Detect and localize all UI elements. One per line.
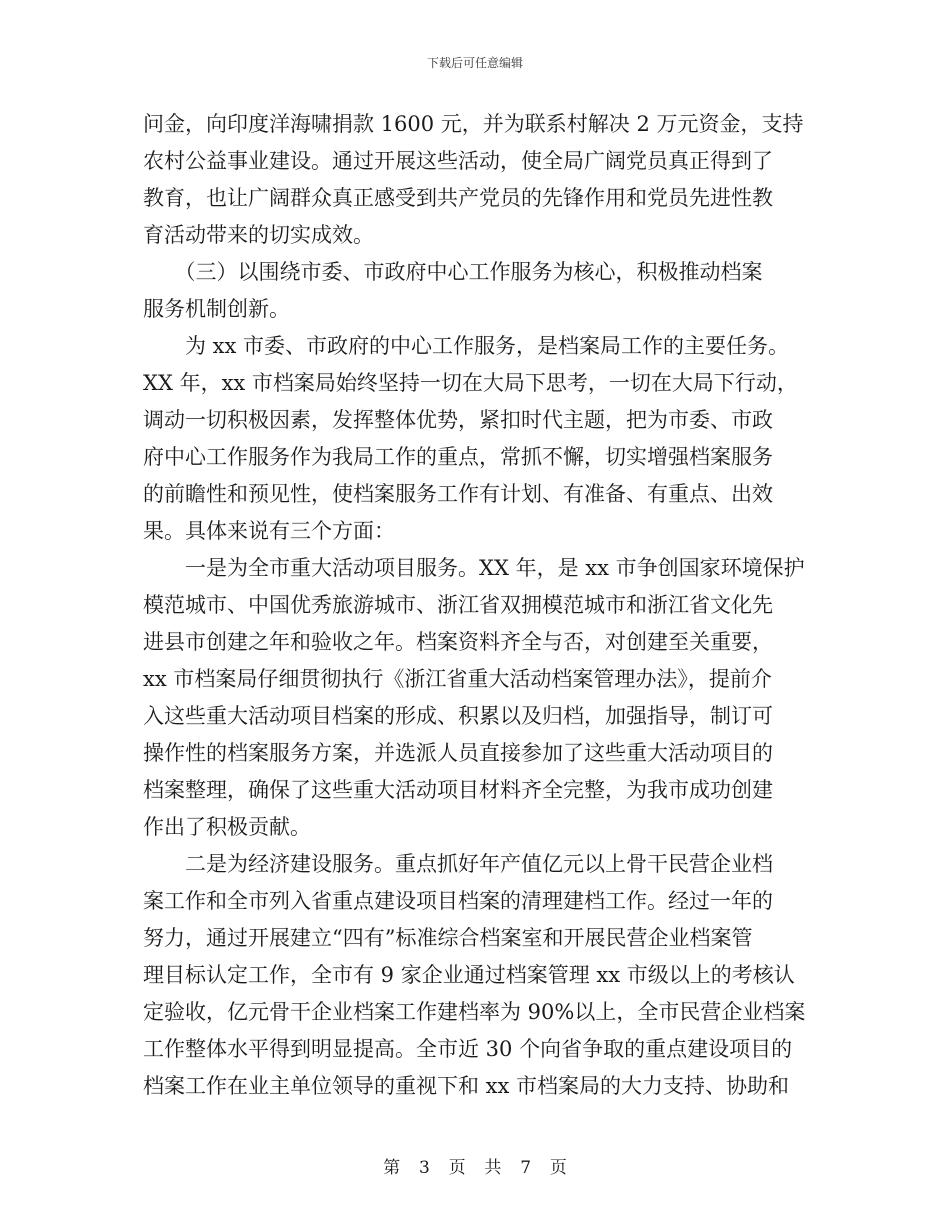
total-page-number: 7 [520, 1158, 532, 1178]
page-header-note: 下载后可任意编辑 [426, 56, 523, 70]
section-heading-line: （三）以围绕市委、市政府中心工作服务为核心，积极推动档案 [143, 260, 763, 284]
footer-suffix: 页 [549, 1158, 567, 1178]
text-line: 的前瞻性和预见性，使档案服务工作有计划、有准备、有重点、出效 [143, 482, 773, 506]
text-line: 案工作和全市列入省重点建设项目档案的清理建档工作。经过一年的 [143, 889, 773, 913]
text-line: 操作性的档案服务方案，并选派人员直接参加了这些重大活动项目的 [143, 741, 773, 765]
text-line: 定验收，亿元骨干企业档案工作建档率为 90%以上，全市民营企业档案 [143, 1000, 806, 1024]
text-line: 教育，也让广阔群众真正感受到共产党员的先锋作用和党员先进性教 [143, 186, 773, 210]
text-line: 一是为全市重大活动项目服务。XX 年，是 xx 市争创国家环境保护 [143, 556, 805, 580]
text-line: 进县市创建之年和验收之年。档案资料齐全与否，对创建至关重要， [143, 630, 773, 654]
text-line: 作出了积极贡献。 [143, 815, 311, 839]
text-line: 理目标认定工作，全市有 9 家企业通过档案管理 xx 市级以上的考核认 [143, 963, 795, 987]
text-line: 问金，向印度洋海啸捐款 1600 元，并为联系村解决 2 万元资金，支持 [143, 112, 804, 136]
text-line: 努力，通过开展建立“四有”标准综合档案室和开展民营企业档案管 [143, 926, 753, 950]
text-line: xx 市档案局仔细贯彻执行《浙江省重大活动档案管理办法》，提前介 [143, 667, 772, 691]
body-text [143, 106, 813, 1105]
text-line: 模范城市、中国优秀旅游城市、浙江省双拥模范城市和浙江省文化先 [143, 593, 773, 617]
text-line: XX 年，xx 市档案局始终坚持一切在大局下思考，一切在大局下行动， [143, 371, 798, 395]
text-line: 为 xx 市委、市政府的中心工作服务，是档案局工作的主要任务。 [143, 334, 790, 358]
footer-prefix: 第 [383, 1158, 401, 1178]
text-line: 果。具体来说有三个方面： [143, 519, 395, 543]
section-heading-line: 服务机制创新。 [143, 297, 290, 321]
text-line: 档案整理，确保了这些重大活动项目材料齐全完整，为我市成功创建 [143, 778, 773, 802]
text-line: 二是为经济建设服务。重点抓好年产值亿元以上骨干民营企业档 [143, 852, 773, 876]
footer-page-word: 页 [448, 1158, 466, 1178]
current-page-number: 3 [418, 1158, 430, 1178]
footer-total-word: 共 [484, 1158, 502, 1178]
text-line: 农村公益事业建设。通过开展这些活动，使全局广阔党员真正得到了 [143, 149, 773, 173]
page-footer [0, 1153, 950, 1178]
text-line: 调动一切积极因素，发挥整体优势，紧扣时代主题，把为市委、市政 [143, 408, 773, 432]
text-line: 工作整体水平得到明显提高。全市近 30 个向省争取的重点建设项目的 [143, 1037, 793, 1061]
text-line: 档案工作在业主单位领导的重视下和 xx 市档案局的大力支持、协助和 [143, 1074, 790, 1098]
text-line: 育活动带来的切实成效。 [143, 223, 374, 247]
text-line: 入这些重大活动项目档案的形成、积累以及归档，加强指导，制订可 [143, 704, 773, 728]
text-line: 府中心工作服务作为我局工作的重点，常抓不懈，切实增强档案服务 [143, 445, 773, 469]
